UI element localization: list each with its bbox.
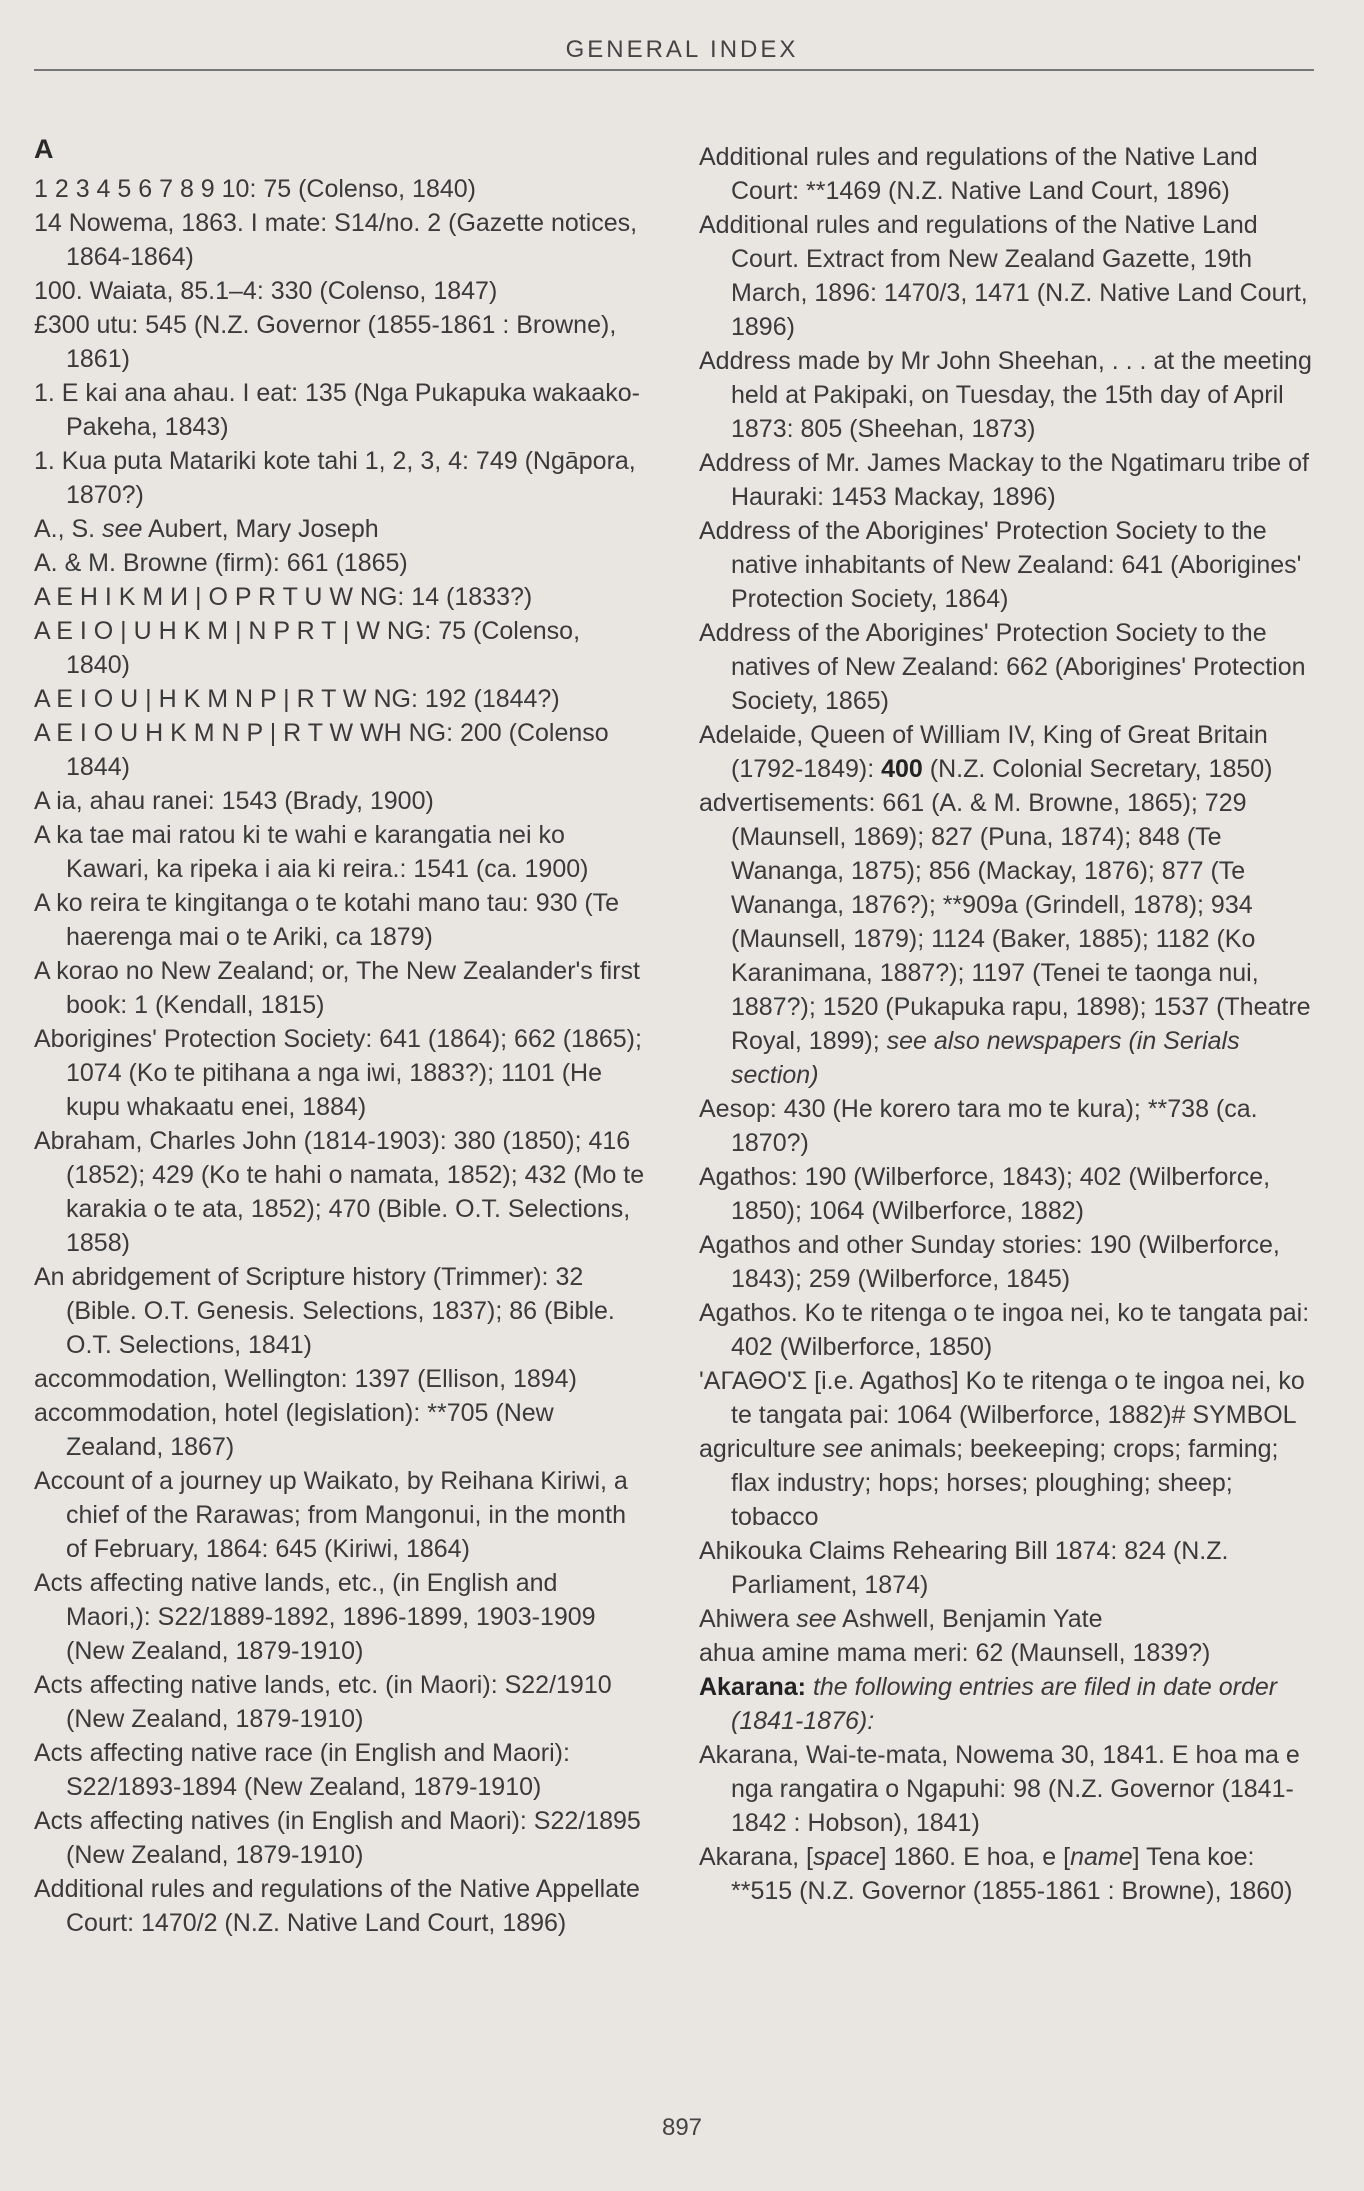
index-entry: [699, 514, 1319, 616]
left-entries-list: [34, 172, 646, 1940]
entry-text: 100. Waiata, 85.1–4: 330 (Colenso, 1847): [34, 277, 498, 305]
index-entry: [699, 344, 1319, 446]
entry-text: Aborigines' Protection Society: 641 (1864); 662 (1865); 1074 (Ko te pitihana a nga iwi, 1883?); 1101 (He kupu whakaatu enei, 1884): [34, 1025, 642, 1121]
index-entry: [699, 1296, 1319, 1364]
entry-text: Account of a journey up Waikato, by Reihana Kiriwi, a chief of the Rarawas; from Mangonui, in the month of February, 1864: 645 (Kiriwi, 1864): [34, 1467, 628, 1563]
index-entry: [699, 1738, 1319, 1840]
index-entry: [34, 682, 646, 716]
index-entry: [699, 616, 1319, 718]
index-entry: [699, 446, 1319, 514]
entry-text: A ia, ahau ranei: 1543 (Brady, 1900): [34, 787, 434, 815]
entry-text: A E I O | U H K M | N P R T | W NG: 75 (Colenso, 1840): [34, 617, 581, 679]
index-entry: [34, 1668, 646, 1736]
index-entry: [34, 546, 646, 580]
entry-text: Adelaide, Queen of William IV, King of Great Britain (1792-1849):: [699, 721, 1268, 783]
header-rule: [34, 69, 1314, 71]
index-entry: [34, 1566, 646, 1668]
entry-text: Aesop: 430 (He korero tara mo te kura); **738 (ca. 1870?): [699, 1095, 1258, 1157]
entry-text: 14 Nowema, 1863. I mate: S14/no. 2 (Gazette notices, 1864-1864): [34, 209, 638, 271]
entry-text: ] 1860. E hoa, e [: [879, 1843, 1071, 1871]
index-entry: [699, 1160, 1319, 1228]
index-entry: [34, 886, 646, 954]
entry-text: A. & M. Browne (firm): 661 (1865): [34, 549, 408, 577]
entry-text: Ahiwera: [699, 1605, 797, 1633]
index-entry: [34, 1804, 646, 1872]
entry-text: Acts affecting native race (in English and Maori): S22/1893-1894 (New Zealand, 1879-1910): [34, 1739, 570, 1801]
entry-text: [806, 1673, 813, 1701]
entry-text: Additional rules and regulations of the Native Appellate Court: 1470/2 (N.Z. Native Land Court, 1896): [34, 1875, 640, 1937]
index-entry: [34, 1464, 646, 1566]
entry-text: Akarana, [: [699, 1843, 813, 1871]
entry-text: A ko reira te kingitanga o te kotahi mano tau: 930 (Te haerenga mai o te Ariki, ca 1879): [34, 889, 620, 951]
entry-text: see: [102, 515, 143, 543]
index-entry: [699, 208, 1319, 344]
index-entry: [34, 206, 646, 274]
entry-text: ahua amine mama meri: 62 (Maunsell, 1839?): [699, 1639, 1211, 1667]
entry-text: advertisements: 661 (A. & M. Browne, 1865); 729 (Maunsell, 1869); 827 (Puna, 1874); 848 (Te Wananga, 1875); 856 (Mackay, 1876); 877 (Te Wananga, 1876?); **909a (Grindell, 1878); 934 (Maunsell, 1879); 1124 (Baker, 1885); 1182 (Ko Karanimana, 1887?); 1197 (Tenei te taonga nui, 1887?); 1520 (Pukapuka rapu, 1898); 1537 (Theatre Royal, 1899);: [699, 789, 1311, 1055]
index-entry: [34, 308, 646, 376]
entry-text: (N.Z. Colonial Secretary, 1850): [922, 755, 1273, 783]
right-column: [699, 140, 1319, 1908]
entry-text: Address of the Aborigines' Protection Society to the native inhabitants of New Zealand: 641 (Aborigines' Protection Society, 1864): [699, 517, 1302, 613]
index-entry: [699, 1228, 1319, 1296]
entry-text: Agathos: 190 (Wilberforce, 1843); 402 (Wilberforce, 1850); 1064 (Wilberforce, 1882): [699, 1163, 1271, 1225]
entry-text: Agathos and other Sunday stories: 190 (Wilberforce, 1843); 259 (Wilberforce, 1845): [699, 1231, 1280, 1293]
entry-text: A ka tae mai ratou ki te wahi e karangatia nei ko Kawari, ka ripeka i aia ki reira.: 1541 (ca. 1900): [34, 821, 589, 883]
entry-text: A E I O U H K M N P | R T W WH NG: 200 (Colenso 1844): [34, 719, 609, 781]
entry-text: agriculture: [699, 1435, 823, 1463]
index-entry: [34, 1362, 646, 1396]
entry-text: 1. E kai ana ahau. I eat: 135 (Nga Pukapuka wakaako-Pakeha, 1843): [34, 379, 640, 441]
entry-text: see also newspapers (in Serials section): [731, 1027, 1240, 1089]
page-number: 897: [661, 2114, 703, 2141]
index-entry: [699, 1534, 1319, 1602]
index-entry: [34, 1022, 646, 1124]
entry-text: A E H I K M И | O P R T U W NG: 14 (1833?): [34, 583, 533, 611]
entry-text: A., S.: [34, 515, 103, 543]
index-entry: [34, 580, 646, 614]
entry-text: ] Tena koe: **515 (N.Z. Governor (1855-1861 : Browne), 1860): [731, 1843, 1293, 1905]
index-entry: [699, 1670, 1319, 1738]
index-entry: [34, 1736, 646, 1804]
entry-text: A E I O U | H K M N P | R T W NG: 192 (1844?): [34, 685, 560, 713]
index-entry: [699, 1840, 1319, 1908]
index-entry: [699, 1432, 1319, 1534]
index-entry: [34, 444, 646, 512]
index-entry: [699, 1092, 1319, 1160]
entry-text: 400: [881, 755, 923, 783]
index-entry: [34, 512, 646, 546]
index-entry: [34, 818, 646, 886]
entry-text: Additional rules and regulations of the Native Land Court: **1469 (N.Z. Native Land Court, 1896): [699, 143, 1258, 205]
running-head: GENERAL INDEX: [565, 36, 799, 63]
entry-text: Akarana:: [699, 1673, 806, 1701]
entry-text: A korao no New Zealand; or, The New Zealander's first book: 1 (Kendall, 1815): [34, 957, 641, 1019]
index-entry: [699, 786, 1319, 1092]
entry-text: animals; beekeeping; crops; farming; flax industry; hops; horses; ploughing; sheep; tobacco: [731, 1435, 1279, 1531]
entry-text: Acts affecting native lands, etc., (in English and Maori,): S22/1889-1892, 1896-1899, 1903-1909 (New Zealand, 1879-1910): [34, 1569, 596, 1665]
index-entry: [34, 716, 646, 784]
entry-text: Address made by Mr John Sheehan, . . . at the meeting held at Pakipaki, on Tuesday, the 15th day of April 1873: 805 (Sheehan, 1873): [699, 347, 1312, 443]
entry-text: Acts affecting natives (in English and Maori): S22/1895 (New Zealand, 1879-1910): [34, 1807, 641, 1869]
entry-text: Ahikouka Claims Rehearing Bill 1874: 824 (N.Z. Parliament, 1874): [699, 1537, 1229, 1599]
index-entry: [699, 1364, 1319, 1432]
entry-text: An abridgement of Scripture history (Trimmer): 32 (Bible. O.T. Genesis. Selections, 1837); 86 (Bible. O.T. Selections, 1841): [34, 1263, 615, 1359]
entry-text: Agathos. Ko te ritenga o te ingoa nei, ko te tangata pai: 402 (Wilberforce, 1850): [699, 1299, 1310, 1361]
entry-text: accommodation, Wellington: 1397 (Ellison, 1894): [34, 1365, 577, 1393]
left-column: [34, 132, 646, 1940]
entry-text: Address of Mr. James Mackay to the Ngatimaru tribe of Hauraki: 1453 Mackay, 1896): [699, 449, 1309, 511]
index-entry: [34, 172, 646, 206]
entry-text: space: [812, 1843, 880, 1871]
letter-heading: A: [34, 134, 54, 164]
entry-text: 'ΑΓΑΘΟ'Σ [i.e. Agathos] Ko te ritenga o te ingoa nei, ko te tangata pai: 1064 (Wilberforce, 1882)# SYMBOL: [699, 1367, 1305, 1429]
index-entry: [699, 1636, 1319, 1670]
index-entry: [34, 784, 646, 818]
entry-text: Ashwell, Benjamin Yate: [836, 1605, 1103, 1633]
entry-text: accommodation, hotel (legislation): **705 (New Zealand, 1867): [34, 1399, 554, 1461]
index-entry: [34, 274, 646, 308]
index-entry: [34, 954, 646, 1022]
index-entry: [699, 1602, 1319, 1636]
index-entry: [699, 140, 1319, 208]
right-entries-list: [699, 140, 1319, 1908]
entry-text: 1 2 3 4 5 6 7 8 9 10: 75 (Colenso, 1840): [34, 175, 476, 203]
index-entry: [34, 1396, 646, 1464]
entry-text: 1. Kua puta Matariki kote tahi 1, 2, 3, 4: 749 (Ngāpora, 1870?): [34, 447, 636, 509]
index-entry: [34, 376, 646, 444]
entry-text: Additional rules and regulations of the Native Land Court. Extract from New Zealand Gazette, 19th March, 1896: 1470/3, 1471 (N.Z. Native Land Court, 1896): [699, 211, 1308, 341]
entry-text: Address of the Aborigines' Protection Society to the natives of New Zealand: 662 (Aborigines' Protection Society, 1865): [699, 619, 1306, 715]
entry-text: see: [796, 1605, 837, 1633]
index-entry: [699, 718, 1319, 786]
index-entry: [34, 1872, 646, 1940]
index-entry: [34, 1124, 646, 1260]
entry-text: Abraham, Charles John (1814-1903): 380 (1850); 416 (1852); 429 (Ko te hahi o namata, 1852); 432 (Mo te karakia o te ata, 1852); 470 (Bible. O.T. Selections, 1858): [34, 1127, 645, 1257]
entry-text: name: [1070, 1843, 1133, 1871]
entry-text: see: [822, 1435, 863, 1463]
entry-text: £300 utu: 545 (N.Z. Governor (1855-1861 : Browne), 1861): [34, 311, 617, 373]
entry-text: Acts affecting native lands, etc. (in Maori): S22/1910 (New Zealand, 1879-1910): [34, 1671, 612, 1733]
entry-text: Akarana, Wai-te-mata, Nowema 30, 1841. E hoa ma e nga rangatira o Ngapuhi: 98 (N.Z. Governor (1841-1842 : Hobson), 1841): [699, 1741, 1300, 1837]
index-entry: [34, 1260, 646, 1362]
entry-text: the following entries are filed in date order (1841-1876):: [731, 1673, 1278, 1735]
index-entry: [34, 614, 646, 682]
entry-text: Aubert, Mary Joseph: [142, 515, 379, 543]
